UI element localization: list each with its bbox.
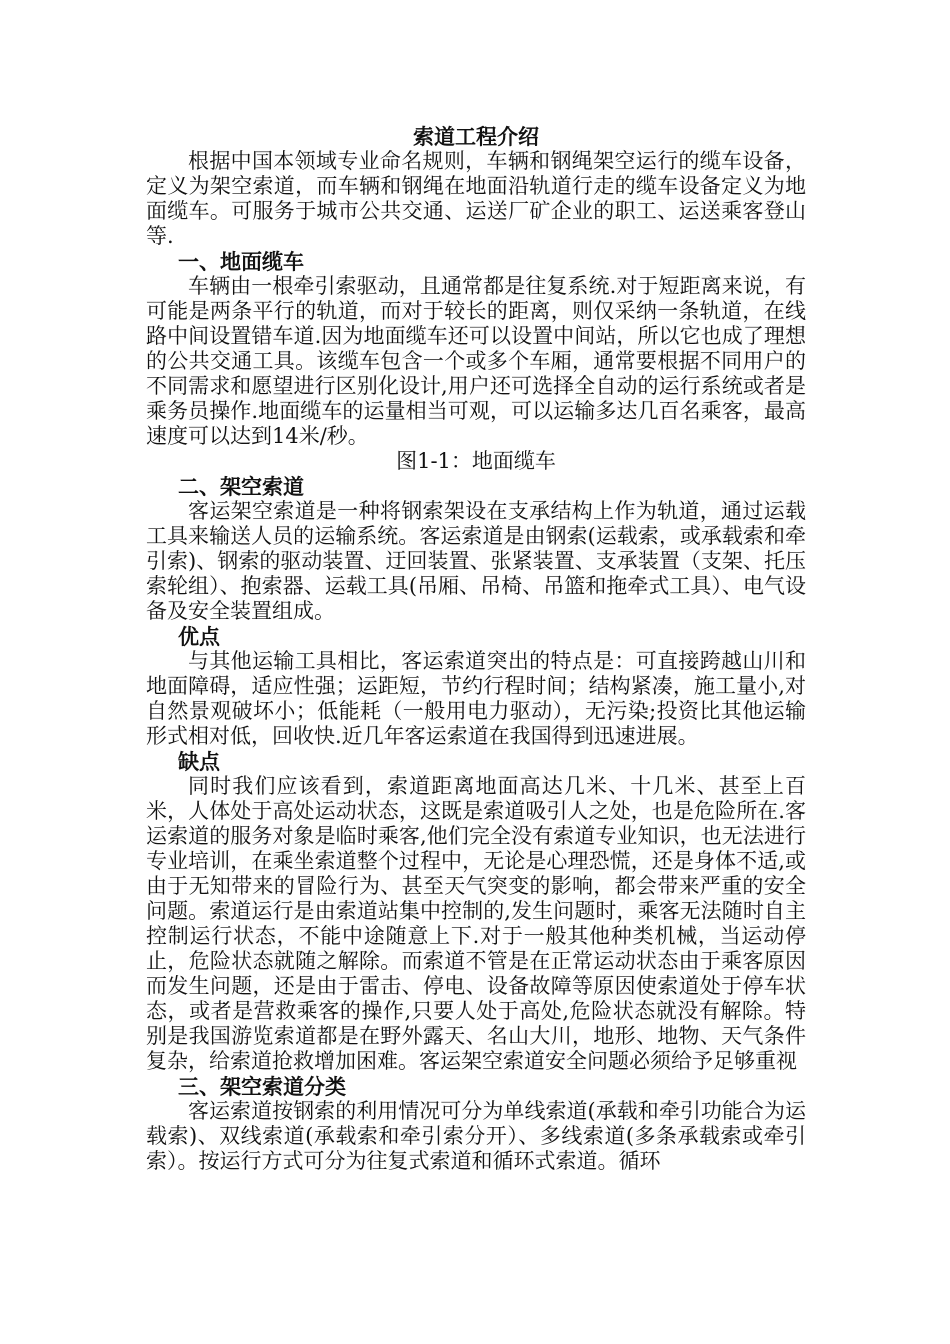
cons-heading: 缺点 xyxy=(178,749,220,774)
ground-cable-car-paragraph: 车辆由一根牵引索驱动，且通常都是往复系统.对于短距离来说，有可能是两条平行的轨道，而对于较长的距离，则仅采纳一条轨道，在线路中间设置错车道.因为地面缆车还可以设置中间站，所以它也成了理想的公共交通工具。该缆车包含一个或多个车厢，通常要根据不同用户的不同需求和愿望进行区别化设计,用户还可选择全自动的运行系统或者是乘务员操作.地面缆车的运量相当可观，可以运输多达几百名乘客，最高速度可以达到14米/秒。 xyxy=(146,274,806,448)
intro-paragraph: 根据中国本领域专业命名规则，车辆和钢绳架空运行的缆车设备，定义为架空索道，而车辆和钢绳在地面沿轨道行走的缆车设备定义为地面缆车。可服务于城市公共交通、运送厂矿企业的职工、运送乘客登山等. xyxy=(146,149,806,248)
section-heading-ropeway-classification: 三、架空索道分类 xyxy=(178,1074,346,1099)
section-heading-ground-cable-car: 一、地面缆车 xyxy=(178,249,304,274)
aerial-ropeway-paragraph: 客运架空索道是一种将钢索架设在支承结构上作为轨道，通过运载工具来输送人员的运输系统。客运索道是由钢索(运载索，或承载索和牵引索)、钢索的驱动装置、迂回装置、张紧装置、支承装置（支架、托压索轮组）、抱索器、运载工具(吊厢、吊椅、吊篮和拖牵式工具）、电气设备及安全装置组成。 xyxy=(146,499,806,623)
figure-caption: 图1-1：地面缆车 xyxy=(396,449,556,473)
pros-heading: 优点 xyxy=(178,624,220,649)
ropeway-classification-paragraph: 客运索道按钢索的利用情况可分为单线索道(承载和牵引功能合为运载索)、双线索道(承载索和牵引索分开）、多线索道(多条承载索或牵引索）。按运行方式可分为往复式索道和循环式索道。循环 xyxy=(146,1099,806,1173)
section-heading-aerial-ropeway: 二、架空索道 xyxy=(178,474,304,499)
document-title: 索道工程介绍 xyxy=(413,124,539,149)
cons-paragraph: 同时我们应该看到，索道距离地面高达几米、十几米、甚至上百米，人体处于高处运动状态，这既是索道吸引人之处，也是危险所在.客运索道的服务对象是临时乘客,他们完全没有索道专业知识，也无法进行专业培训，在乘坐索道整个过程中，无论是心理恐慌，还是身体不适,或由于无知带来的冒险行为、甚至天气突变的影响，都会带来严重的安全问题。索道运行是由索道站集中控制的,发生问题时，乘客无法随时自主控制运行状态，不能中途随意上下.对于一般其他种类机械，当运动停止，危险状态就随之解除。而索道不管是在正常运动状态由于乘客原因而发生问题，还是由于雷击、停电、设备故障等原因使索道处于停车状态，或者是营救乘客的操作,只要人处于高处,危险状态就没有解除。特别是我国游览索道都是在野外露天、名山大川，地形、地物、天气条件复杂，给索道抢救增加困难。客运架空索道安全问题必须给予足够重视 xyxy=(146,774,806,1073)
document-page xyxy=(146,124,806,1174)
pros-paragraph: 与其他运输工具相比，客运索道突出的特点是：可直接跨越山川和地面障碍，适应性强；运距短，节约行程时间；结构紧凑，施工量小,对自然景观破坏小；低能耗（一般用电力驱动），无污染;投资比其他运输形式相对低，回收快.近几年客运索道在我国得到迅速进展。 xyxy=(146,649,806,748)
